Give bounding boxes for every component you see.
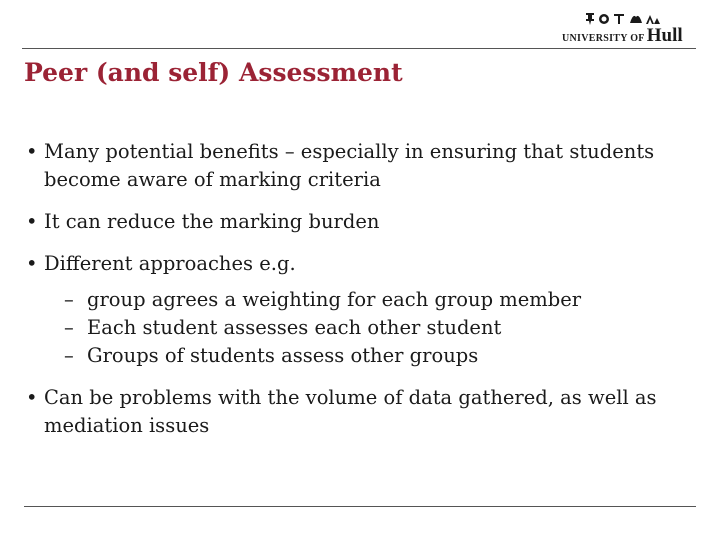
bullet-text: Many potential benefits – especially in ensuring that students become aware of marking criteria bbox=[44, 140, 655, 191]
bullet-text: It can reduce the marking burden bbox=[44, 210, 380, 233]
bullet-item bbox=[24, 250, 694, 370]
university-logo bbox=[562, 11, 702, 46]
sub-bullet-text: Groups of students assess other groups bbox=[87, 344, 479, 367]
sub-bullet-item bbox=[64, 286, 694, 314]
sub-bullet-list bbox=[44, 286, 694, 370]
bullet-text: Can be problems with the volume of data gathered, as well as mediation issues bbox=[44, 386, 657, 437]
bullet-marker: • bbox=[26, 210, 38, 233]
bullet-marker: • bbox=[26, 386, 38, 409]
bullet-marker: • bbox=[26, 252, 38, 275]
bullet-marker: • bbox=[26, 140, 38, 163]
sub-bullet-item bbox=[64, 314, 694, 342]
slide-title: Peer (and self) Assessment bbox=[24, 58, 403, 87]
logo-wordmark bbox=[562, 25, 702, 47]
bottom-divider bbox=[24, 506, 696, 507]
bullet-item bbox=[24, 138, 694, 194]
sub-bullet-item bbox=[64, 342, 694, 370]
bullet-list bbox=[24, 138, 694, 454]
sub-bullet-marker: – bbox=[64, 344, 74, 367]
sub-bullet-text: group agrees a weighting for each group member bbox=[87, 288, 582, 311]
logo-hull-text: Hull bbox=[646, 25, 683, 46]
sub-bullet-marker: – bbox=[64, 316, 74, 339]
logo-university-text: UNIVERSITY OF bbox=[562, 33, 645, 44]
top-divider bbox=[22, 48, 696, 49]
bullet-item bbox=[24, 208, 694, 236]
bullet-item bbox=[24, 384, 694, 440]
sub-bullet-text: Each student assesses each other student bbox=[87, 316, 502, 339]
sub-bullet-marker: – bbox=[64, 288, 74, 311]
bullet-text: Different approaches e.g. bbox=[44, 252, 296, 275]
